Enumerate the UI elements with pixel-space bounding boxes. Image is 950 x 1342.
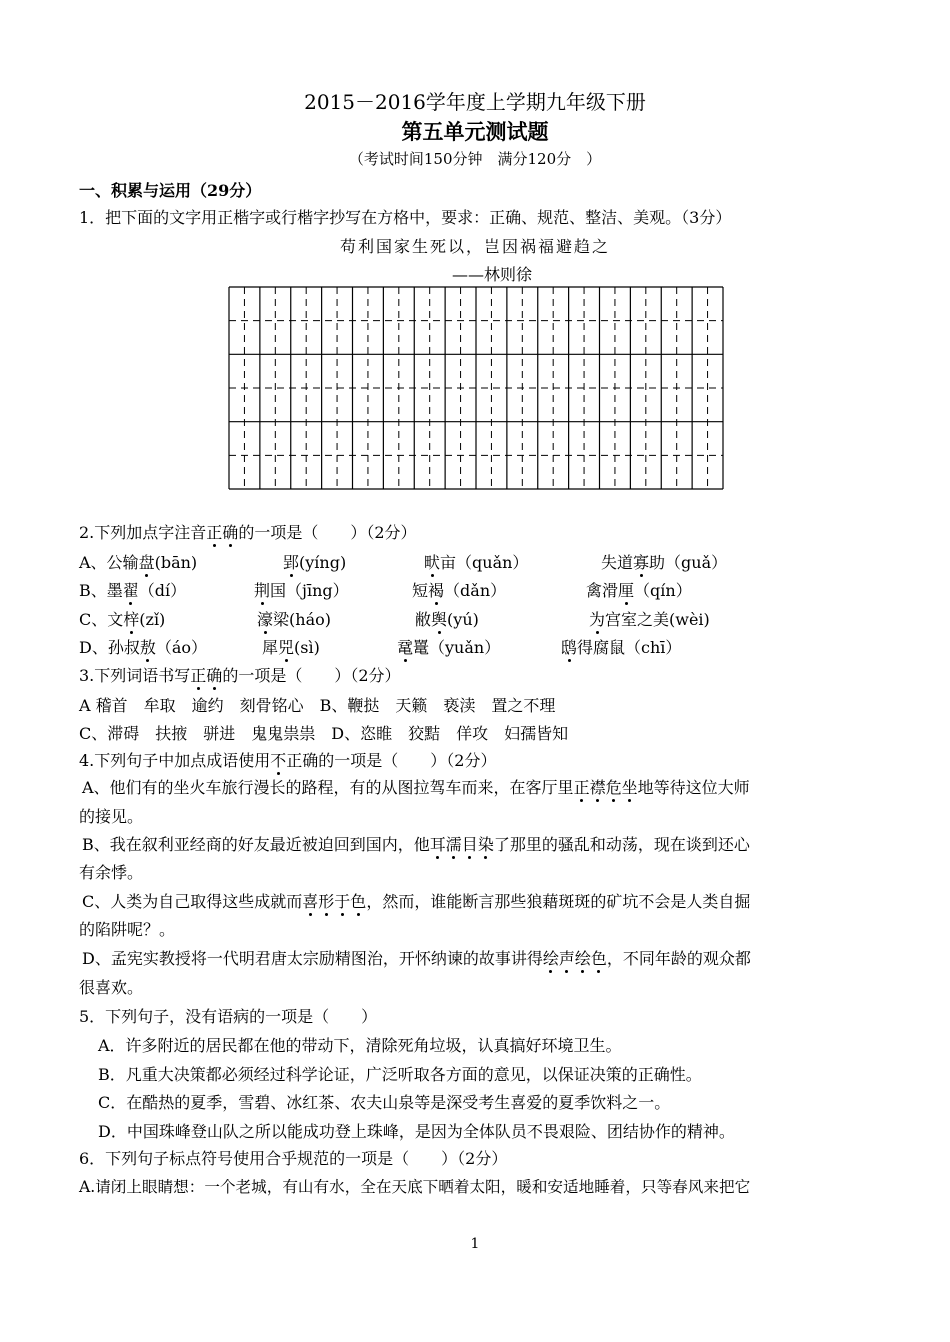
exam-info: （考试时间150分钟 满分120分 ） xyxy=(348,150,602,168)
q2-option: 敝舆(yú) xyxy=(415,607,479,630)
q4-option-c: C、人类为自己取得这些成就而喜形于色，然而，谁能断言那些狼藉斑斑的矿坑不会是人类自掘 xyxy=(82,889,750,912)
q2-option: 鼋鼍（yuǎn） xyxy=(397,635,500,658)
q1-author: ——林则徐 xyxy=(452,265,533,284)
q5-option-b: B．凡重大决策都必须经过科学论证，广泛听取各方面的意见，以保证决策的正确性。 xyxy=(98,1065,702,1084)
q2-option: 濠梁(háo) xyxy=(257,607,331,630)
page-number: 1 xyxy=(470,1236,480,1252)
q2-option: 荆国（jīng） xyxy=(254,578,349,601)
q2-stem: 2.下列加点字注音正确的一项是（ ）（2分） xyxy=(79,520,417,543)
q2-option: 失道寡助（guǎ） xyxy=(601,550,727,573)
q2-option: 畎亩（quǎn） xyxy=(424,550,528,573)
q4-option-d-cont: 很喜欢。 xyxy=(79,978,144,997)
q2-option: 郢(yíng) xyxy=(283,550,346,573)
q2-option: D、孙叔敖（áo） xyxy=(79,635,207,658)
exam-title-line2: 第五单元测试题 xyxy=(401,119,549,144)
q5-option-c: C．在酷热的夏季，雪碧、冰红茶、农夫山泉等是深受考生喜爱的夏季饮料之一。 xyxy=(98,1093,671,1112)
q3-options-line2: C、滞碍 扶掖 骈进 鬼鬼祟祟 D、恣睢 狡黠 佯攻 妇孺皆知 xyxy=(79,724,569,743)
q2-option: 短褐（dǎn） xyxy=(412,578,506,601)
q5-option-a: A．许多附近的居民都在他的带动下，清除死角垃圾，认真搞好环境卫生。 xyxy=(98,1036,622,1055)
q6-option-a: A.请闭上眼睛想：一个老城，有山有水，全在天底下晒着太阳，暖和安适地睡着，只等春风来把它 xyxy=(79,1178,751,1196)
q2-option: 鸱得腐鼠（chī） xyxy=(561,635,681,658)
q2-option: A、公输盘(bān) xyxy=(79,550,197,573)
q4-option-a: A、他们有的坐火车旅行漫长的路程，有的从图拉驾车而来，在客厅里正襟危坐地等待这位大师 xyxy=(82,775,750,798)
exam-title-line1: 2015－2016学年度上学期九年级下册 xyxy=(304,90,646,114)
q4-option-d: D、孟宪实教授将一代明君唐太宗励精图治，开怀纳谏的故事讲得绘声绘色，不同年龄的观众都 xyxy=(82,946,751,969)
q4-option-c-cont: 的陷阱呢？。 xyxy=(79,920,176,939)
q2-option: 为宫室之美(wèi) xyxy=(589,607,710,630)
q6-stem: 6．下列句子标点符号使用合乎规范的一项是（ ）（2分） xyxy=(79,1149,508,1168)
q2-option: C、文梓(zǐ) xyxy=(79,607,165,630)
q1-quote: 苟利国家生死以，岂因祸福避趋之 xyxy=(339,237,610,256)
q4-stem: 4.下列句子中加点成语使用不正确的一项是（ ）（2分） xyxy=(79,748,496,771)
copy-grid xyxy=(228,286,724,490)
q2-option: 犀兕(sì) xyxy=(262,635,320,658)
q4-option-b: B、我在叙利亚经商的好友最近被迫回到国内，他耳濡目染了那里的骚乱和动荡，现在谈到还心 xyxy=(82,832,750,855)
q3-options-line1: A 稽首 牟取 逾约 刻骨铭心 B、鞭挞 天籁 亵渎 置之不理 xyxy=(79,696,556,715)
q1-stem: 1．把下面的文字用正楷字或行楷字抄写在方格中，要求：正确、规范、整洁、美观。（3分） xyxy=(79,208,732,227)
q4-option-a-cont: 的接见。 xyxy=(79,807,144,826)
q4-option-b-cont: 有余悸。 xyxy=(79,863,144,882)
q2-option: B、墨翟（dí） xyxy=(79,578,186,601)
q3-stem: 3.下列词语书写正确的一项是（ ）（2分） xyxy=(79,663,401,686)
q5-stem: 5．下列句子，没有语病的一项是（ ） xyxy=(79,1007,378,1026)
section-heading: 一、积累与运用（29分） xyxy=(79,181,262,200)
q5-option-d: D．中国珠峰登山队之所以能成功登上珠峰，是因为全体队员不畏艰险、团结协作的精神。 xyxy=(98,1122,735,1141)
q2-option: 禽滑厘（qín） xyxy=(586,578,692,601)
